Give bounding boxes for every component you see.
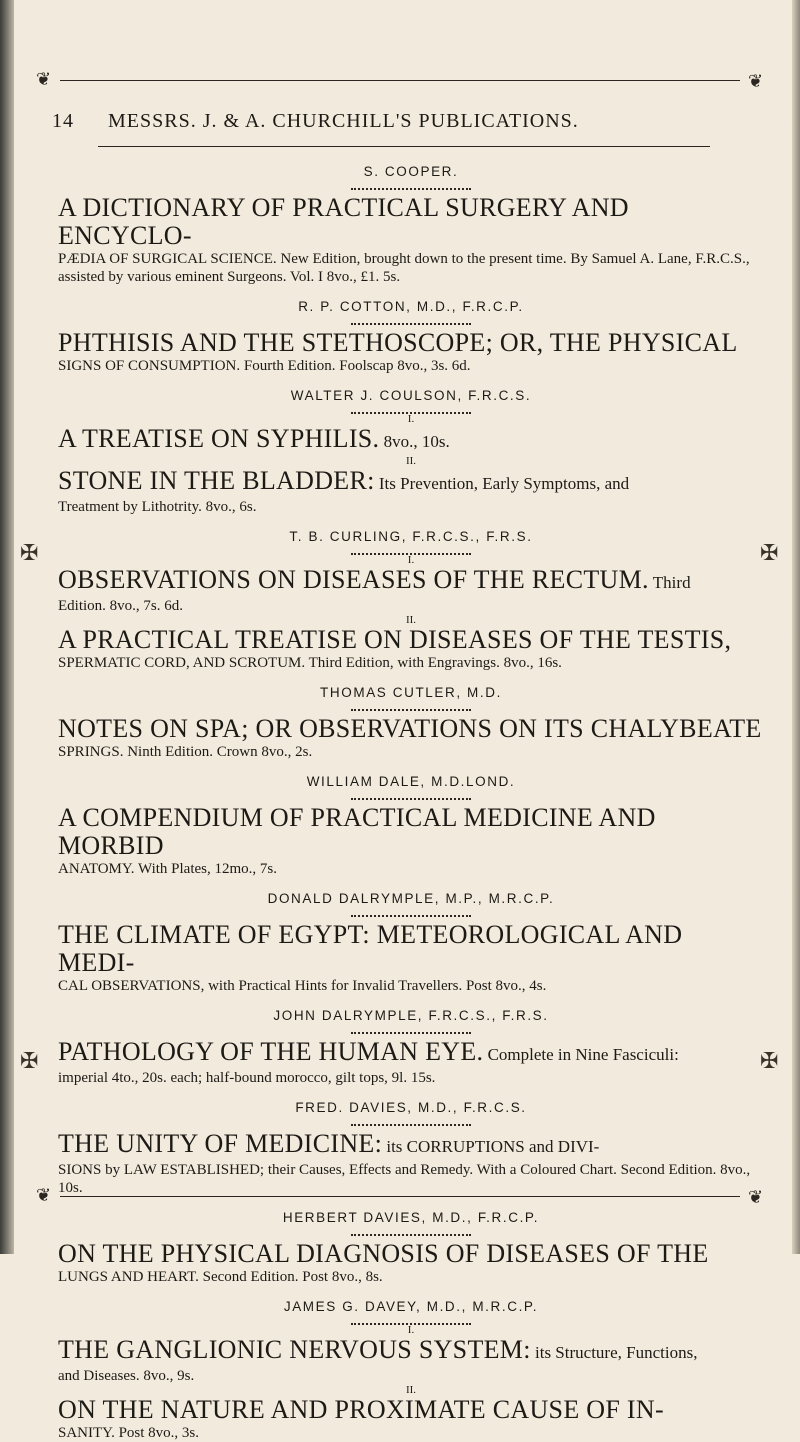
author-name: JAMES G. DAVEY, M.D., M.R.C.P. — [283, 1299, 539, 1314]
bottom-left-ornament: ❦ — [36, 1185, 52, 1205]
work-title — [58, 425, 764, 456]
author-name: WILLIAM DALE, M.D.LOND. — [306, 774, 516, 789]
publication-entry — [58, 164, 764, 286]
work-description: PÆDIA OF SURGICAL SCIENCE. New Edition, brought down to the present time. By Samuel A. Lane, F.R.C.S., assisted by various eminent Surgeons. Vol. I 8vo., £1. 5s. — [58, 251, 750, 285]
publication-entry — [58, 1100, 764, 1197]
running-head — [52, 110, 752, 133]
work-title — [58, 194, 764, 250]
work-title — [58, 1336, 764, 1367]
author-name: HERBERT DAVIES, M.D., F.R.C.P. — [282, 1210, 540, 1225]
work-title-tail: Third — [648, 573, 691, 592]
work-title-tail: its Structure, Functions, — [530, 1343, 698, 1362]
wavy-rule — [351, 1026, 471, 1034]
wavy-rule — [351, 909, 471, 917]
work-title-text: THE UNITY OF MEDICINE: — [58, 1129, 383, 1158]
work-title-text: A TREATISE ON SYPHILIS. — [58, 424, 380, 453]
work-numeral: II. — [405, 1384, 417, 1396]
work-title-text: OBSERVATIONS ON DISEASES OF THE RECTUM. — [58, 565, 649, 594]
running-title: MESSRS. J. & A. CHURCHILL'S PUBLICATIONS. — [108, 110, 579, 132]
author-name: THOMAS CUTLER, M.D. — [320, 685, 502, 700]
work-description: SPRINGS. Ninth Edition. Crown 8vo., 2s. — [58, 744, 313, 760]
work-title-text: ON THE NATURE AND PROXIMATE CAUSE OF IN- — [58, 1395, 664, 1424]
work-description: imperial 4to., 20s. each; half-bound morocco, gilt tops, 9l. 15s. — [58, 1070, 436, 1086]
author-name: JOHN DALRYMPLE, F.R.C.S., F.R.S. — [273, 1008, 549, 1023]
publication-entry — [58, 1299, 764, 1442]
author-name: R. P. COTTON, M.D., F.R.C.P. — [298, 299, 524, 314]
publication-entry — [58, 774, 764, 878]
work-title — [58, 1038, 764, 1069]
work-title-tail: 8vo., 10s. — [379, 432, 450, 451]
publication-entry — [58, 1008, 764, 1087]
author-name: DONALD DALRYMPLE, M.P., M.R.C.P. — [267, 891, 555, 906]
work-description: SIGNS OF CONSUMPTION. Fourth Edition. Foolscap 8vo., 3s. 6d. — [58, 358, 471, 374]
author-name: T. B. CURLING, F.R.C.S., F.R.S. — [289, 529, 533, 544]
work-title — [58, 566, 764, 597]
margin-ornament-right-2: ✠ — [760, 1048, 779, 1073]
work-numeral: I. — [407, 1324, 415, 1336]
page-edge — [792, 0, 800, 1254]
work-title-tail: Complete in Nine Fasciculi: — [483, 1045, 679, 1064]
work-title-text: A DICTIONARY OF PRACTICAL SURGERY AND ENCYCLO- — [58, 193, 629, 250]
work-title-text: ON THE PHYSICAL DIAGNOSIS OF DISEASES OF THE — [58, 1239, 709, 1268]
bottom-right-ornament: ❦ — [748, 1187, 764, 1207]
publication-entry — [58, 685, 764, 761]
top-ornament-rule — [60, 80, 740, 81]
work-title-text: A PRACTICAL TREATISE ON DISEASES OF THE TESTIS, — [58, 625, 732, 654]
work-title-text: A COMPENDIUM OF PRACTICAL MEDICINE AND MORBID — [58, 803, 656, 860]
header-rule — [98, 146, 710, 147]
work-description: SIONS by LAW ESTABLISHED; their Causes, Effects and Remedy. With a Coloured Chart. Second Edition. 8vo., 10s. — [58, 1162, 751, 1196]
publication-entry — [58, 388, 764, 516]
publication-entry — [58, 299, 764, 375]
work-description: ANATOMY. With Plates, 12mo., 7s. — [58, 861, 278, 877]
work-title — [58, 467, 764, 498]
author-name: WALTER J. COULSON, F.R.C.S. — [290, 388, 532, 403]
work-title-text: PATHOLOGY OF THE HUMAN EYE. — [58, 1037, 484, 1066]
work-title — [58, 1130, 764, 1161]
wavy-rule — [351, 1317, 471, 1325]
work-description: LUNGS AND HEART. Second Edition. Post 8vo., 8s. — [58, 1269, 383, 1285]
work-title — [58, 715, 764, 743]
work-title-text: NOTES ON SPA; OR OBSERVATIONS ON ITS CHALYBEATE — [58, 714, 762, 743]
work-title-text: PHTHISIS AND THE STETHOSCOPE; OR, THE PHYSICAL — [58, 328, 738, 357]
work-description: Edition. 8vo., 7s. 6d. — [58, 598, 184, 614]
margin-ornament-left-1: ✠ — [20, 540, 39, 565]
work-title-tail: its CORRUPTIONS and DIVI- — [382, 1137, 600, 1156]
wavy-rule — [351, 1228, 471, 1236]
wavy-rule — [351, 1118, 471, 1126]
work-title — [58, 626, 764, 654]
bottom-ornament-rule — [60, 1196, 740, 1197]
work-description: SPERMATIC CORD, AND SCROTUM. Third Edition, with Engravings. 8vo., 16s. — [58, 655, 562, 671]
top-left-ornament: ❦ — [36, 69, 52, 89]
wavy-rule — [351, 182, 471, 190]
publication-entry — [58, 1210, 764, 1286]
top-right-ornament: ❦ — [748, 71, 764, 91]
work-title-tail: Its Prevention, Early Symptoms, and — [374, 474, 630, 493]
work-description: and Diseases. 8vo., 9s. — [58, 1368, 195, 1384]
work-title — [58, 804, 764, 860]
work-description: SANITY. Post 8vo., 3s. — [58, 1425, 199, 1441]
work-title — [58, 1240, 764, 1268]
work-numeral: II. — [405, 614, 417, 626]
publication-entry — [58, 529, 764, 672]
margin-ornament-left-2: ✠ — [20, 1048, 39, 1073]
work-title-text: THE CLIMATE OF EGYPT: METEOROLOGICAL AND MEDI- — [58, 920, 683, 977]
work-title — [58, 921, 764, 977]
work-description: CAL OBSERVATIONS, with Practical Hints for Invalid Travellers. Post 8vo., 4s. — [58, 978, 547, 994]
author-name: FRED. DAVIES, M.D., F.R.C.S. — [295, 1100, 527, 1115]
work-title — [58, 1396, 764, 1424]
work-description: Treatment by Lithotrity. 8vo., 6s. — [58, 499, 257, 515]
work-numeral: I. — [407, 413, 415, 425]
work-title-text: THE GANGLIONIC NERVOUS SYSTEM: — [58, 1335, 531, 1364]
page-number: 14 — [52, 110, 74, 132]
work-numeral: II. — [405, 455, 417, 467]
work-title — [58, 329, 764, 357]
publications-list — [58, 164, 764, 1442]
publication-entry — [58, 891, 764, 995]
wavy-rule — [351, 317, 471, 325]
wavy-rule — [351, 703, 471, 711]
margin-ornament-right-1: ✠ — [760, 540, 779, 565]
wavy-rule — [351, 792, 471, 800]
book-binding — [0, 0, 14, 1254]
work-title-text: STONE IN THE BLADDER: — [58, 466, 375, 495]
work-numeral: I. — [407, 554, 415, 566]
author-name: S. COOPER. — [363, 164, 459, 179]
